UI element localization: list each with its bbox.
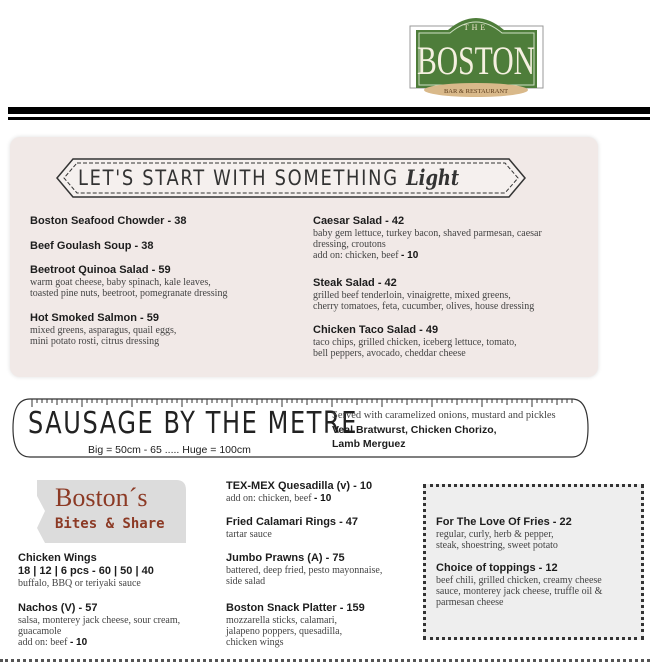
- addon-text: add on: chicken, beef: [313, 250, 399, 261]
- menu-item: [18, 552, 154, 589]
- item-title: Beetroot Quinoa Salad - 59: [30, 264, 171, 276]
- item-desc: side salad: [226, 576, 266, 587]
- item-title: Boston Snack Platter - 159: [226, 602, 365, 614]
- addon-text: add on: chicken, beef: [226, 493, 312, 504]
- item-title: Beef Goulash Soup - 38: [30, 240, 154, 252]
- item-prices: 18 | 12 | 6 pcs - 60 | 50 | 40: [18, 565, 154, 577]
- item-title: Choice of toppings - 12: [436, 562, 558, 574]
- item-desc: mini potato rosti, citrus dressing: [30, 336, 160, 347]
- item-title: Jumbo Prawns (A) - 75: [226, 552, 345, 564]
- item-title: Chicken Taco Salad - 49: [313, 324, 439, 336]
- item-desc: taco chips, grilled chicken, iceberg lettuce, tomato,: [313, 337, 517, 348]
- item-addon: [18, 637, 180, 648]
- item-desc: warm goat cheese, baby spinach, kale leaves,: [30, 277, 211, 288]
- addon-price: - 10: [314, 493, 332, 504]
- menu-item: [226, 552, 382, 587]
- menu-item: [30, 240, 153, 253]
- item-desc: jalapeno poppers, quesadilla,: [226, 626, 343, 637]
- bites-subheading: Bites & Share: [55, 516, 165, 532]
- item-title: Nachos (V) - 57: [18, 602, 98, 614]
- item-title: TEX-MEX Quesadilla (v) - 10: [226, 480, 373, 492]
- item-desc: tartar sauce: [226, 529, 272, 540]
- sausage-types: Veal Bratwurst, Chicken Chorizo,: [332, 424, 497, 436]
- menu-item: [436, 562, 602, 608]
- item-desc: mixed greens, asparagus, quail eggs,: [30, 325, 177, 336]
- item-desc: battered, deep fried, pesto mayonnaise,: [226, 565, 383, 576]
- item-desc: steak, shoestring, sweet potato: [436, 540, 558, 551]
- item-title: Steak Salad - 42: [313, 277, 397, 289]
- boston-logo: [408, 8, 545, 98]
- starters-heading: [78, 165, 459, 190]
- menu-item: [226, 516, 358, 540]
- item-desc: grilled beef tenderloin, vinaigrette, mixed greens,: [313, 290, 511, 301]
- sausage-types: Lamb Merguez: [332, 438, 406, 450]
- sausage-title: SAUSAGE BY THE METRE: [28, 406, 359, 441]
- banner-script-word: Light: [406, 165, 460, 190]
- item-title: Fried Calamari Rings - 47: [226, 516, 359, 528]
- menu-item: [226, 480, 372, 504]
- menu-item: [30, 215, 186, 228]
- sausage-sizes: Big = 50cm - 65 ..... Huge = 100cm: [88, 444, 251, 456]
- item-title: Chicken Wings: [18, 552, 97, 564]
- menu-item: [30, 264, 227, 299]
- menu-item: [313, 215, 542, 261]
- item-desc: buffalo, BBQ or teriyaki sauce: [18, 578, 141, 589]
- banner-text: LET'S START WITH SOMETHING: [78, 166, 399, 190]
- item-addon: [226, 493, 372, 504]
- menu-item: [18, 602, 180, 648]
- svg-text:BAR & RESTAURANT: BAR & RESTAURANT: [443, 88, 509, 95]
- addon-price: - 10: [401, 250, 419, 261]
- item-desc: guacamole: [18, 626, 62, 637]
- menu-item: [226, 602, 365, 648]
- item-desc: cherry tomatoes, feta, cucumber, olives, house dressing: [313, 301, 535, 312]
- bites-heading: Boston´s: [55, 483, 148, 512]
- menu-item: [313, 324, 517, 359]
- item-title: Caesar Salad - 42: [313, 215, 405, 227]
- menu-item: [313, 277, 534, 312]
- svg-text:BOSTON: BOSTON: [417, 38, 535, 83]
- menu-item: [30, 312, 176, 347]
- bottom-divider: [0, 659, 650, 662]
- header-rule-thin: [8, 117, 650, 120]
- sausage-served: Served with caramelized onions, mustard and pickles: [332, 410, 556, 421]
- item-desc: salsa, monterey jack cheese, sour cream,: [18, 615, 181, 626]
- addon-price: - 10: [69, 637, 88, 648]
- item-addon: [313, 250, 542, 261]
- item-desc: regular, curly, herb & pepper,: [436, 529, 554, 540]
- item-desc: dressing, croutons: [313, 239, 386, 250]
- item-desc: baby gem lettuce, turkey bacon, shaved parmesan, caesar: [313, 228, 542, 239]
- addon-text: add on: beef: [18, 637, 68, 648]
- item-desc: toasted pine nuts, beetroot, pomegranate dressing: [30, 288, 228, 299]
- item-desc: sauce, monterey jack cheese, truffle oil &: [436, 586, 603, 597]
- item-title: Hot Smoked Salmon - 59: [30, 312, 159, 324]
- menu-item: [436, 516, 572, 551]
- item-desc: parmesan cheese: [436, 597, 504, 608]
- item-desc: chicken wings: [226, 637, 284, 648]
- item-title: For The Love Of Fries - 22: [436, 516, 572, 528]
- item-title: Boston Seafood Chowder - 38: [30, 215, 187, 227]
- item-desc: bell peppers, avocado, cheddar cheese: [313, 348, 466, 359]
- item-desc: beef chili, grilled chicken, creamy cheese: [436, 575, 602, 586]
- item-desc: mozzarella sticks, calamari,: [226, 615, 338, 626]
- header-rule: [8, 107, 650, 114]
- svg-text:THE: THE: [463, 23, 489, 32]
